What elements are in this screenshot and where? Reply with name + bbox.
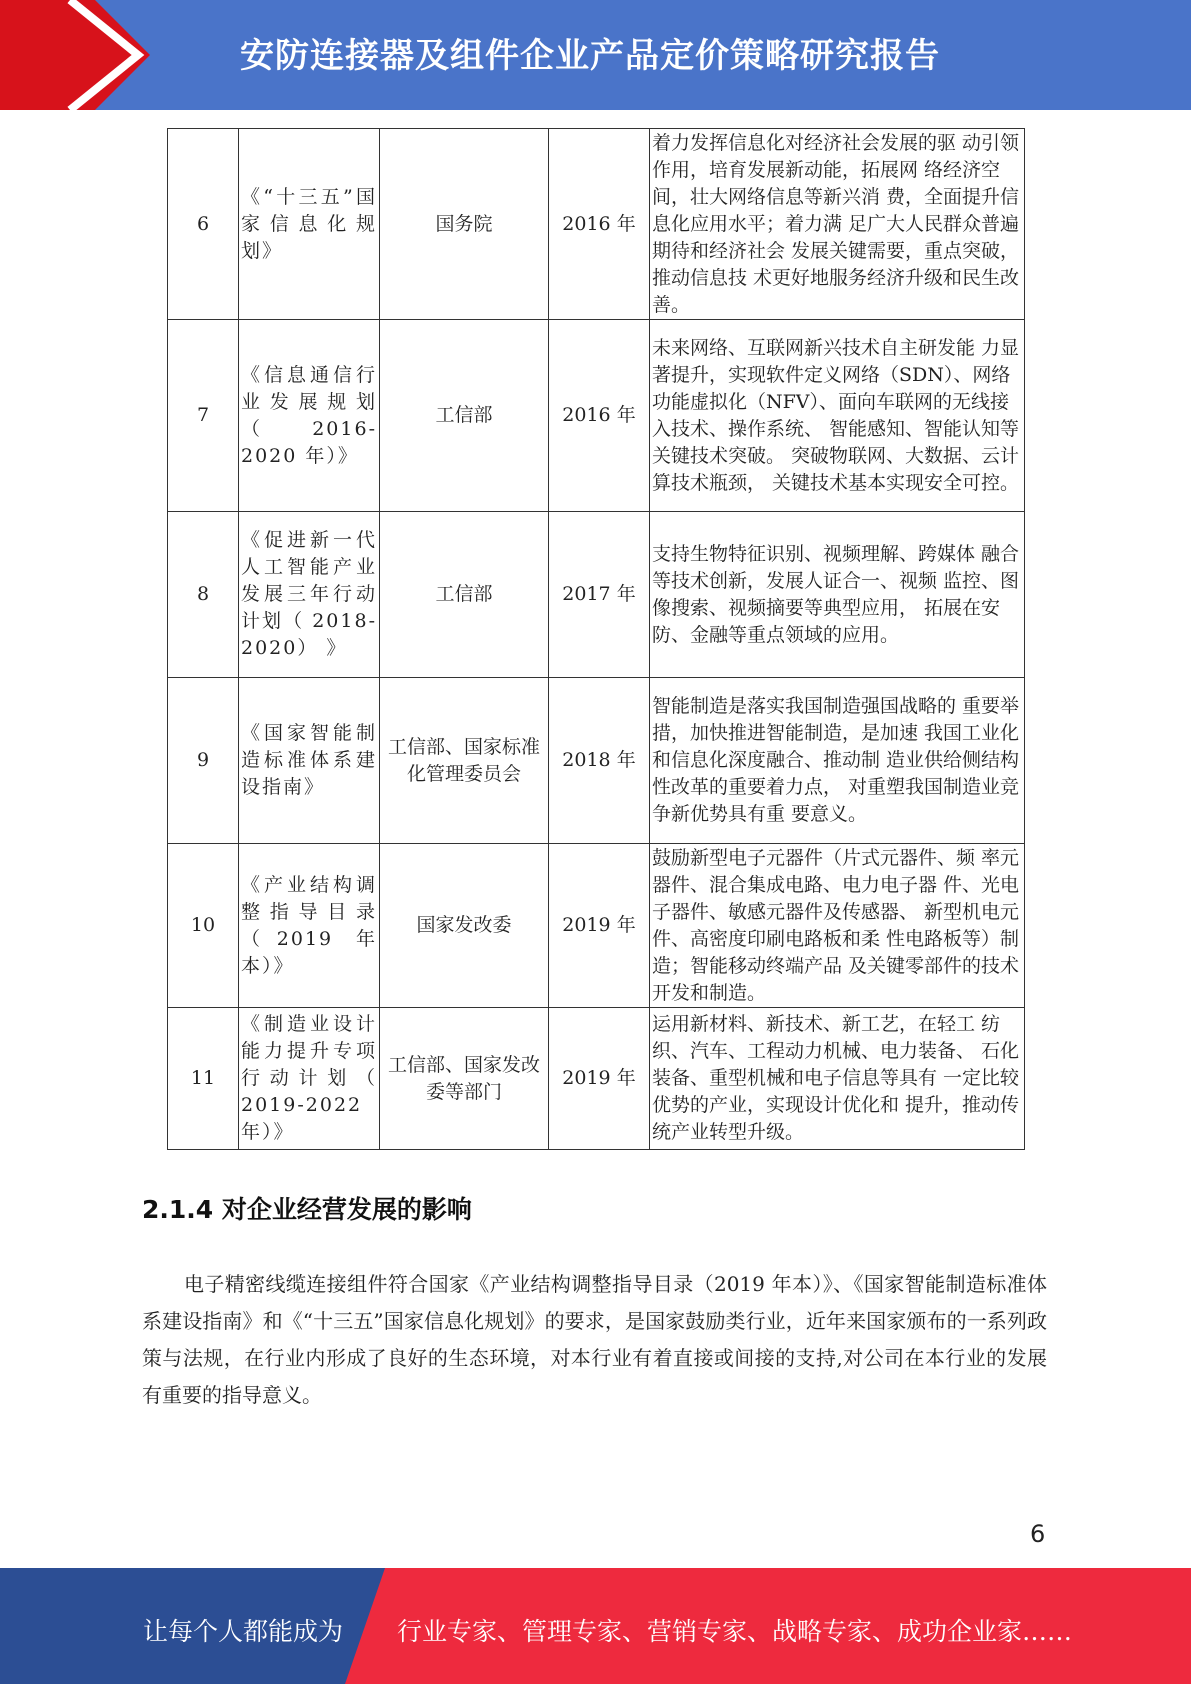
policy-description: 智能制造是落实我国制造强国战略的 重要举措，加快推进智能制造，是加速 我国工业化和信息化深度融合、推动制 造业供给侧结构性改革的重要着力点， 对重塑我国制造业竞争新优势具有重 要意义。 — [650, 678, 1025, 844]
issuing-department: 工信部、国家标准化管理委员会 — [380, 678, 549, 844]
row-number: 6 — [168, 129, 239, 320]
policy-description: 鼓励新型电子元器件（片式元器件、频 率元器件、混合集成电路、电力电子器 件、光电子器件、敏感元器件及传感器、 新型机电元件、高密度印刷电路板和柔 性电路板等）制造；智能移动终端产品 及关键零部件的技术开发和制造。 — [650, 844, 1025, 1008]
row-number: 8 — [168, 512, 239, 678]
issue-year: 2017 年 — [549, 512, 650, 678]
policy-name: 《国家智能制造标准体系建设指南》 — [239, 678, 380, 844]
row-number: 7 — [168, 320, 239, 512]
issuing-department: 工信部 — [380, 320, 549, 512]
footer-slogan-roles: 行业专家、管理专家、营销专家、战略专家、成功企业家…… — [397, 1617, 1073, 1646]
issuing-department: 工信部 — [380, 512, 549, 678]
page-footer — [0, 1568, 1191, 1684]
table-row — [168, 129, 1025, 320]
table-row — [168, 320, 1025, 512]
issue-year: 2019 年 — [549, 1008, 650, 1150]
table-row — [168, 844, 1025, 1008]
table-row — [168, 512, 1025, 678]
issue-year: 2016 年 — [549, 320, 650, 512]
policy-name: 《“十三五”国家信息化规划》 — [239, 129, 380, 320]
policy-description: 未来网络、互联网新兴技术自主研发能 力显著提升，实现软件定义网络（SDN）、网络功能虚拟化（NFV）、面向车联网的无线接入技术、操作系统、 智能感知、智能认知等关键技术突破。 突破物联网、大数据、云计算技术瓶颈， 关键技术基本实现安全可控。 — [650, 320, 1025, 512]
page-header — [0, 0, 1191, 110]
issue-year: 2018 年 — [549, 678, 650, 844]
section-paragraph: 电子精密线缆连接组件符合国家《产业结构调整指导目录（2019 年本）》、《国家智能制造标准体系建设指南》和《“十三五”国家信息化规划》的要求，是国家鼓励类行业，近年来国家颁布的一系列政策与法规，在行业内形成了良好的生态环境，对本行业有着直接或间接的支持,对公司在本行业的发展有重要的指导意义。 — [142, 1272, 1047, 1407]
page-number: 6 — [1030, 1520, 1046, 1548]
policy-name: 《制造业设计能力提升专项行动计划（ 2019-2022 年）》 — [239, 1008, 380, 1150]
policy-table — [167, 128, 1025, 1150]
row-number: 11 — [168, 1008, 239, 1150]
report-title: 安防连接器及组件企业产品定价策略研究报告 — [240, 36, 940, 76]
table-row — [168, 678, 1025, 844]
policy-description: 着力发挥信息化对经济社会发展的驱 动引领作用，培育发展新动能，拓展网 络经济空间，壮大网络信息等新兴消 费，全面提升信息化应用水平；着力满 足广大人民群众普遍期待和经济社会 发展关键需要，重点突破，推动信息技 术更好地服务经济升级和民生改善。 — [650, 129, 1025, 320]
issuing-department: 工信部、国家发改委等部门 — [380, 1008, 549, 1150]
policy-name: 《产业结构调整指导目录（2019 年本）》 — [239, 844, 380, 1008]
table-row — [168, 1008, 1025, 1150]
issue-year: 2016 年 — [549, 129, 650, 320]
policy-name: 《信息通信行业发展规划（2016-2020 年）》 — [239, 320, 380, 512]
policy-description: 支持生物特征识别、视频理解、跨媒体 融合等技术创新，发展人证合一、视频 监控、图像搜索、视频摘要等典型应用， 拓展在安防、金融等重点领域的应用。 — [650, 512, 1025, 678]
policy-name: 《促进新一代人工智能产业发展三年行动计划（ 2018-2020） 》 — [239, 512, 380, 678]
row-number: 10 — [168, 844, 239, 1008]
footer-slogan-lead: 让每个人都能成为 — [143, 1617, 344, 1646]
policy-description: 运用新材料、新技术、新工艺，在轻工 纺织、汽车、工程动力机械、电力装备、 石化装备、重型机械和电子信息等具有 一定比较优势的产业，实现设计优化和 提升，推动传统产业转型升级。 — [650, 1008, 1025, 1150]
issuing-department: 国务院 — [380, 129, 549, 320]
issue-year: 2019 年 — [549, 844, 650, 1008]
row-number: 9 — [168, 678, 239, 844]
section-heading: 2.1.4 对企业经营发展的影响 — [142, 1195, 472, 1224]
issuing-department: 国家发改委 — [380, 844, 549, 1008]
